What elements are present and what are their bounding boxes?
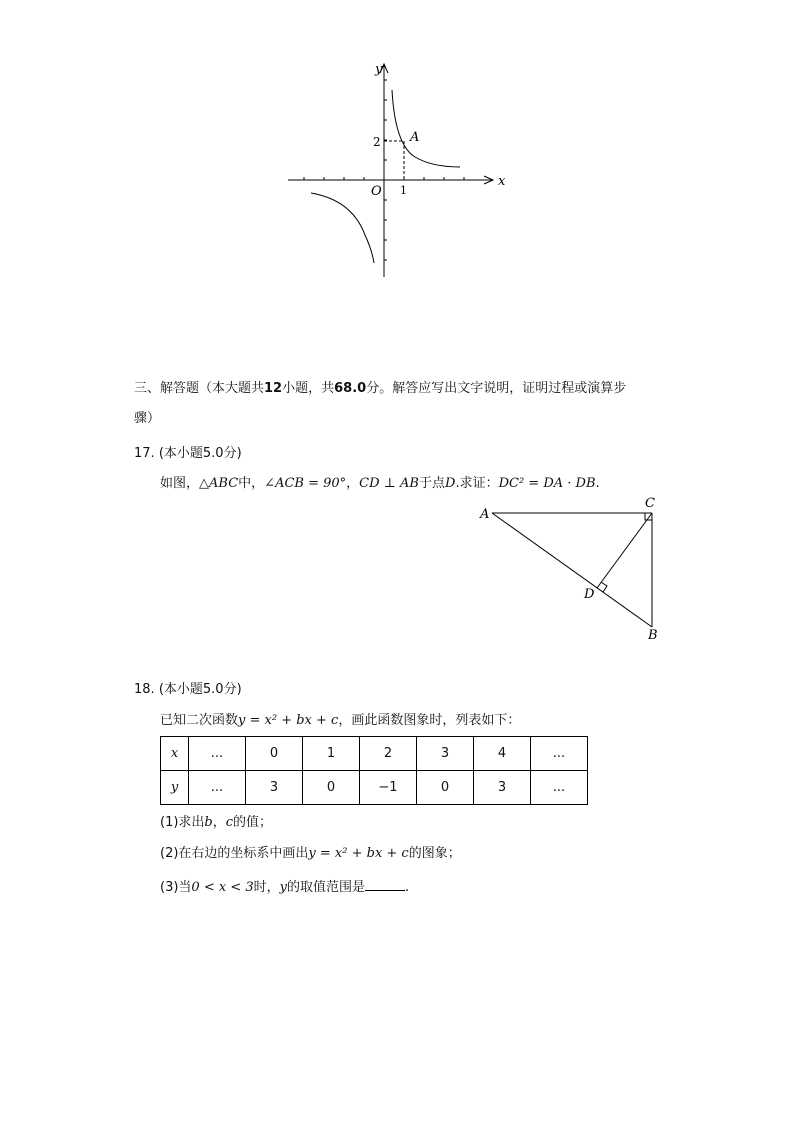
label-d: D bbox=[584, 587, 595, 602]
q18-part3-mid: 时， bbox=[253, 880, 280, 895]
q18-intro-suffix: ，画此函数图象时，列表如下： bbox=[338, 713, 521, 728]
q18-part2 bbox=[160, 844, 461, 864]
section-total-score: 68.0 bbox=[334, 381, 367, 396]
q17-text-5: .求证： bbox=[455, 476, 499, 491]
tick-label-y-2: 2 bbox=[373, 135, 381, 149]
table-cell: 3 bbox=[246, 771, 303, 805]
q17-angle: ∠ACB = 90° bbox=[264, 476, 347, 491]
table-cell: 2 bbox=[360, 737, 417, 771]
table-cell: 3 bbox=[474, 771, 531, 805]
q18-part3-text: (3)当 bbox=[160, 880, 192, 895]
q17-end: . bbox=[595, 476, 600, 491]
section-header-text-2: 小题，共 bbox=[282, 381, 335, 396]
section-question-count: 12 bbox=[264, 381, 283, 396]
section-header-text: 三、解答题（本大题共 bbox=[134, 381, 265, 396]
q18-part2-text: (2)在右边的坐标系中画出 bbox=[160, 846, 309, 861]
q18-part3-suffix: 的取值范围是 bbox=[287, 880, 366, 895]
table-cell: x bbox=[161, 737, 189, 771]
q18-part2-function: y = x² + bx + c bbox=[308, 846, 409, 861]
q17-text-3: ， bbox=[346, 476, 360, 491]
q18-part3 bbox=[160, 876, 409, 898]
table-cell: 0 bbox=[417, 771, 474, 805]
q18-var-c: c bbox=[225, 815, 234, 830]
q18-part1-sep: ， bbox=[212, 815, 226, 830]
q17-number: 17. bbox=[134, 446, 155, 461]
q17-triangle: △ABC bbox=[199, 476, 239, 491]
curve-branch-third-quadrant bbox=[311, 193, 374, 263]
q17-text-1: 如图， bbox=[160, 476, 200, 491]
table-row bbox=[161, 737, 588, 771]
y-axis-label: y bbox=[375, 62, 383, 77]
table-cell: 0 bbox=[246, 737, 303, 771]
point-a-label: A bbox=[410, 130, 420, 145]
q18-intro bbox=[160, 711, 520, 731]
table-cell: 0 bbox=[303, 771, 360, 805]
q18-part2-suffix: 的图象； bbox=[408, 846, 461, 861]
q17-score: (本小题5.0分) bbox=[158, 446, 242, 461]
q18-var-b: b bbox=[204, 815, 213, 830]
q18-score: (本小题5.0分) bbox=[158, 682, 242, 697]
q18-intro-text: 已知二次函数 bbox=[160, 713, 239, 728]
side-ab bbox=[492, 513, 652, 627]
q17-equation: DC² = DA · DB bbox=[498, 476, 596, 491]
table-cell: y bbox=[161, 771, 189, 805]
q18-part3-y: y bbox=[279, 880, 287, 895]
section-header-line2: 骤） bbox=[134, 411, 161, 426]
q17-text-4: 于点 bbox=[418, 476, 445, 491]
q18-header bbox=[134, 680, 242, 700]
curve-branch-first-quadrant bbox=[392, 90, 460, 167]
value-table bbox=[160, 736, 588, 805]
q17-point-d: D bbox=[445, 476, 456, 491]
q17-text-2: 中， bbox=[238, 476, 265, 491]
table-cell: ... bbox=[189, 737, 246, 771]
x-axis-label: x bbox=[498, 174, 506, 189]
table-cell: −1 bbox=[360, 771, 417, 805]
section-header bbox=[134, 379, 626, 399]
q18-part3-range: 0 < x < 3 bbox=[191, 880, 254, 895]
q18-part1 bbox=[160, 813, 272, 833]
table-cell: 1 bbox=[303, 737, 360, 771]
q18-function: y = x² + bx + c bbox=[238, 713, 339, 728]
q18-part1-text: (1)求出 bbox=[160, 815, 205, 830]
label-b: B bbox=[648, 628, 658, 643]
q17-statement bbox=[160, 474, 600, 494]
table-cell: 3 bbox=[417, 737, 474, 771]
table-cell: ... bbox=[531, 737, 588, 771]
altitude-cd bbox=[597, 513, 652, 588]
table-row bbox=[161, 771, 588, 805]
q18-part3-end: . bbox=[405, 880, 410, 895]
answer-blank[interactable] bbox=[365, 876, 405, 891]
origin-label: O bbox=[371, 184, 382, 199]
q17-perpendicular: CD ⊥ AB bbox=[359, 476, 419, 491]
table-cell: ... bbox=[189, 771, 246, 805]
tick-label-x-1: 1 bbox=[400, 184, 407, 197]
q18-number: 18. bbox=[134, 682, 155, 697]
label-a: A bbox=[480, 507, 490, 522]
triangle-figure bbox=[470, 494, 670, 646]
section-header-text-3: 分。解答应写出文字说明，证明过程或演算步 bbox=[366, 381, 627, 396]
inverse-function-graph bbox=[280, 55, 520, 280]
table-cell: 4 bbox=[474, 737, 531, 771]
right-angle-mark-d bbox=[601, 582, 607, 592]
table-cell: ... bbox=[531, 771, 588, 805]
label-c: C bbox=[645, 496, 655, 511]
q17-header bbox=[134, 444, 242, 464]
q18-part1-suffix: 的值； bbox=[233, 815, 273, 830]
